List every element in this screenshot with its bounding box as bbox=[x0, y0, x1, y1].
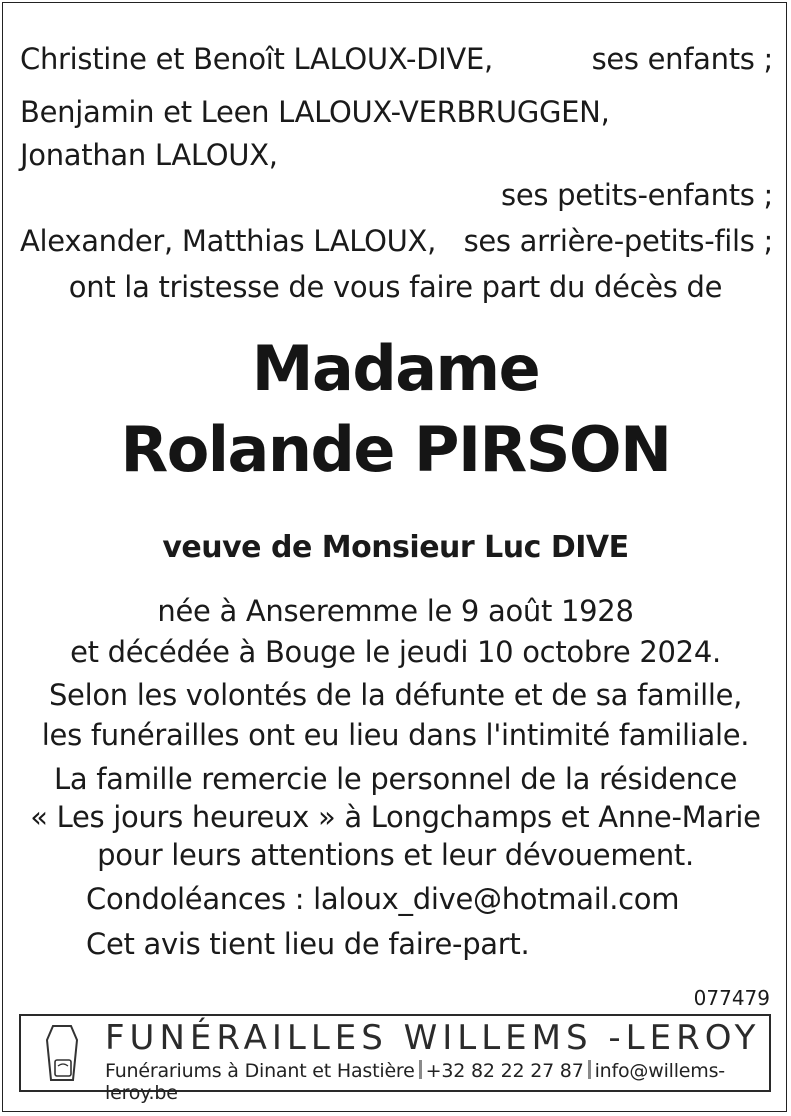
family-line-children-names: Christine et Benoît LALOUX-DIVE, bbox=[20, 42, 493, 76]
birth-text: née à Anseremme le 9 août 1928 bbox=[157, 594, 634, 628]
family-line-children-role: ses enfants ; bbox=[591, 42, 773, 76]
notice-text: Cet avis tient lieu de faire-part. bbox=[86, 927, 530, 961]
separator-bar bbox=[419, 1060, 422, 1079]
email-text: info@willems-leroy.be bbox=[105, 1060, 725, 1104]
funerariums-text: Funérariums à Dinant et Hastière bbox=[105, 1060, 415, 1082]
condolences-text: Condoléances : laloux_dive@hotmail.com bbox=[86, 882, 680, 916]
family-line-great-grandchildren-names: Alexander, Matthias LALOUX, bbox=[20, 224, 437, 258]
announcement-text: ont la tristesse de vous faire part du décès de bbox=[68, 270, 723, 304]
reference-number: 077479 bbox=[693, 986, 770, 1010]
separator-bar bbox=[588, 1060, 591, 1079]
funeral-home-contact bbox=[105, 1060, 769, 1104]
thanks-text-2: « Les jours heureux » à Longchamps et Anne-Marie bbox=[30, 800, 761, 834]
funeral-home-brand: FUNÉRAILLES WILLEMS -LEROY bbox=[105, 1018, 761, 1058]
phone-text: +32 82 22 27 87 bbox=[425, 1060, 584, 1082]
coffin-urn-logo-icon bbox=[43, 1024, 81, 1082]
funeral-text-1: Selon les volontés de la défunte et de sa famille, bbox=[48, 678, 743, 712]
family-line-grandchildren-role: ses petits-enfants ; bbox=[501, 178, 773, 212]
thanks-text-3: pour leurs attentions et leur dévouement. bbox=[97, 838, 694, 872]
funeral-home-banner bbox=[19, 1014, 771, 1104]
death-text: et décédée à Bouge le jeudi 10 octobre 2024. bbox=[70, 635, 721, 669]
widow-of-text: veuve de Monsieur Luc DIVE bbox=[162, 530, 629, 565]
deceased-name: Rolande PIRSON bbox=[120, 413, 671, 486]
deceased-title: Madame bbox=[251, 332, 540, 405]
family-line-grandchildren-2: Jonathan LALOUX, bbox=[20, 138, 278, 172]
thanks-text-1: La famille remercie le personnel de la résidence bbox=[53, 762, 738, 796]
family-line-great-grandchildren-role: ses arrière-petits-fils ; bbox=[463, 224, 773, 258]
family-line-grandchildren-1: Benjamin et Leen LALOUX-VERBRUGGEN, bbox=[20, 95, 610, 129]
funeral-text-2: les funérailles ont eu lieu dans l'intimité familiale. bbox=[41, 718, 750, 752]
